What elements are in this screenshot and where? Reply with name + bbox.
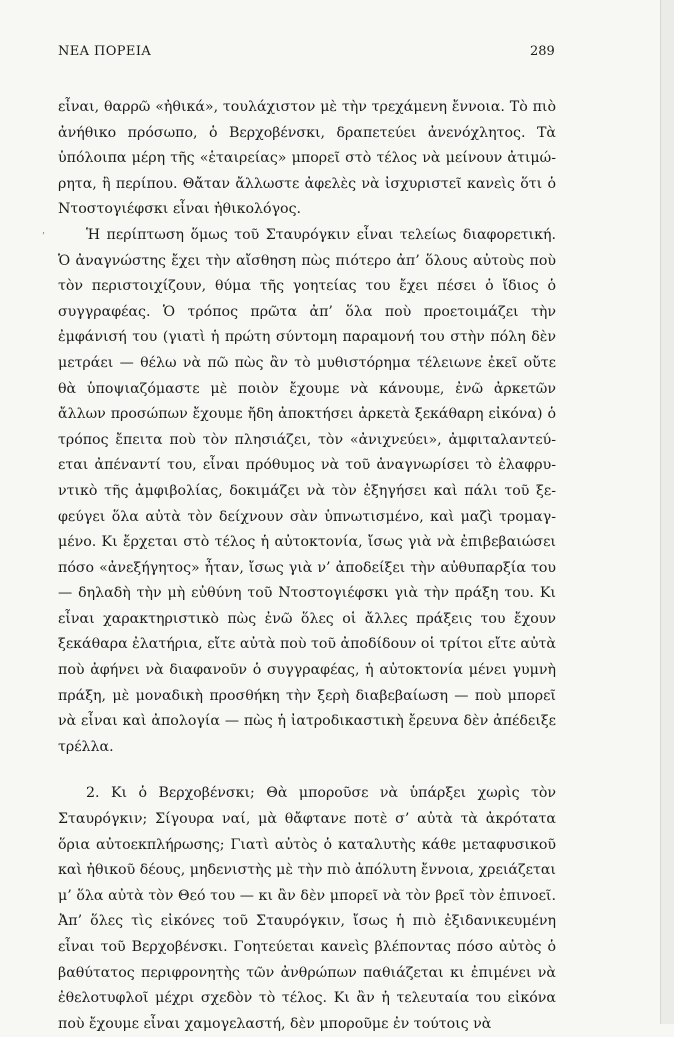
- paragraph-stavrogin: Ἡ περίπτωση ὅμως τοῦ Σταυρόγκιν εἶναι τελείως διαφορετική. Ὁ ἀναγνώστης ἔχει τὴν αἴσθηση πὼς πιότερο ἀπ’ ὅλους αὐτοὺς ποὺ τὸν περιστοιχίζουν, θύμα τῆς γοητείας του ἔχει πέσει ὁ ἴδιος ὁ συγγραφέας. Ὁ τρόπος πρῶτα ἀπ’ ὅλα ποὺ προετοιμάζει τὴν ἐμφάνισή του (γιατὶ ἡ πρώτη σύντομη παραμονή του στὴν πόλη δὲν μετράει — θέλω νὰ πῶ πὼς ἂν τὸ μυθιστόρημα τέλειωνε ἐκεῖ οὔτε θὰ ὑποψιαζόμαστε μὲ ποιὸν ἔχουμε νὰ κάνουμε, ἐνῶ ἀρκετῶν ἄλλων προσώπων ἔχουμε ἤδη ἀποκτήσει ἀρκετὰ ξεκάθαρη εἰκόνα) ὁ τρόπος ἔπειτα ποὺ τὸν πλησιάζει, τὸν «ἀνιχνεύει», ἀμφιταλαντεύεται ἀπέναντί του, εἶναι πρόθυμος νὰ τοῦ ἀναγνωρίσει τὸ ἐλαφρυντικὸ τῆς ἀμφιβολίας, δοκιμάζει νὰ τὸν ἐξηγήσει καὶ πάλι τοῦ ξεφεύγει ὅλα αὐτὰ τὸν δείχνουν σὰν ὑπνωτισμένο, καὶ μαζὶ τρομαγμένο. Κι ἔρχεται στὸ τέλος ἡ αὐτοκτονία, ἴσως γιὰ νὰ ἐπιβεβαιώσει πόσο «ἀνεξήγητος» ἦταν, ἴσως γιὰ ν’ ἀποδείξει τὴν αὐθυπαρξία του — δηλαδὴ τὴν μὴ εὐθύνη τοῦ Ντοστογιέφσκι γιὰ τὴν πράξη του. Κι εἶναι χαρακτηριστικὸ πὼς ἐνῶ ὅλες οἱ ἄλλες πράξεις του ἔχουν ξεκάθαρα ἐλατήρια, εἴτε αὐτὰ ποὺ τοῦ ἀποδίδουν οἱ τρίτοι εἴτε αὐτὰ ποὺ ἀφήνει νὰ διαφανοῦν ὁ συγγραφέας, ἡ αὐτοκτονία μένει γυμνὴ πράξη, μὲ μοναδικὴ προσθήκη τὴν ξερὴ διαβεβαίωση — ποὺ μπορεῖ νὰ εἶναι καὶ ἀπολογία — πὼς ἡ ἰατροδικαστικὴ ἔρευνα δὲν ἀπέδειξε τρέλλα.: [58, 226, 556, 755]
- stray-mark: ’: [42, 232, 45, 242]
- paragraph-continuation: εἶναι, θαρρῶ «ἠθικά», τουλάχιστον μὲ τὴν τρεχάμενη ἔννοια. Τὸ πιὸ ἀνήθικο πρόσωπο, ὁ Βερχοβένσκι, δραπετεύει ἀνενόχλητος. Τὰ ὑπόλοιπα μέρη τῆς «ἑταιρείας» μπορεῖ στὸ τέλος νὰ μείνουν ἀτιμώρητα, ἢ περίπου. Θἄταν ἄλλωστε ἀφελὲς νὰ ἰσχυριστεῖ κανεὶς ὅτι ὁ Ντοστογιέφσκι εἶναι ἠθικολόγος.: [58, 99, 556, 218]
- running-head: ΝΕΑ ΠΟΡΕΙΑ: [58, 44, 152, 59]
- body-text: [58, 95, 556, 1037]
- page-edge-shadow: [660, 0, 674, 1024]
- paragraph-section-2: 2. Κι ὁ Βερχοβένσκι; Θὰ μποροῦσε νὰ ὑπάρξει χωρὶς τὸν Σταυρόγκιν; Σίγουρα ναί, μὰ θἄφτανε ποτὲ σ’ αὐτὰ τὰ ἀκρότατα ὅρια αὐτοεκπλήρωσης; Γιατὶ αὐτὸς ὁ καταλυτὴς κάθε μεταφυσικοῦ καὶ ἠθικοῦ δέους, μηδενιστὴς μὲ τὴν πιὸ ἀπόλυτη ἔννοια, χρειάζεται μ’ ὅλα αὐτὰ τὸν Θεό του — κι ἂν δὲν μπορεῖ νὰ τὸν βρεῖ τὸν ἐπινοεῖ. Ἀπ’ ὅλες τὶς εἰκόνες τοῦ Σταυρόγκιν, ἴσως ἡ πιὸ ἐξιδανικευμένη εἶναι τοῦ Βερχοβένσκι. Γοητεύεται κανεὶς βλέποντας πόσο αὐτὸς ὁ βαθύτατος περιφρονητὴς τῶν ἀνθρώπων παθιάζεται κι ἐπιμένει νὰ ἐθελοτυφλοῖ μέχρι σχεδὸν τὸ τέλος. Κι ἂν ἡ τελευταία του εἰκόνα ποὺ ἔχουμε εἶναι χαμογελαστή, δὲν μποροῦμε ἐν τούτοις νὰ: [58, 785, 556, 1032]
- page-number: 289: [530, 44, 555, 59]
